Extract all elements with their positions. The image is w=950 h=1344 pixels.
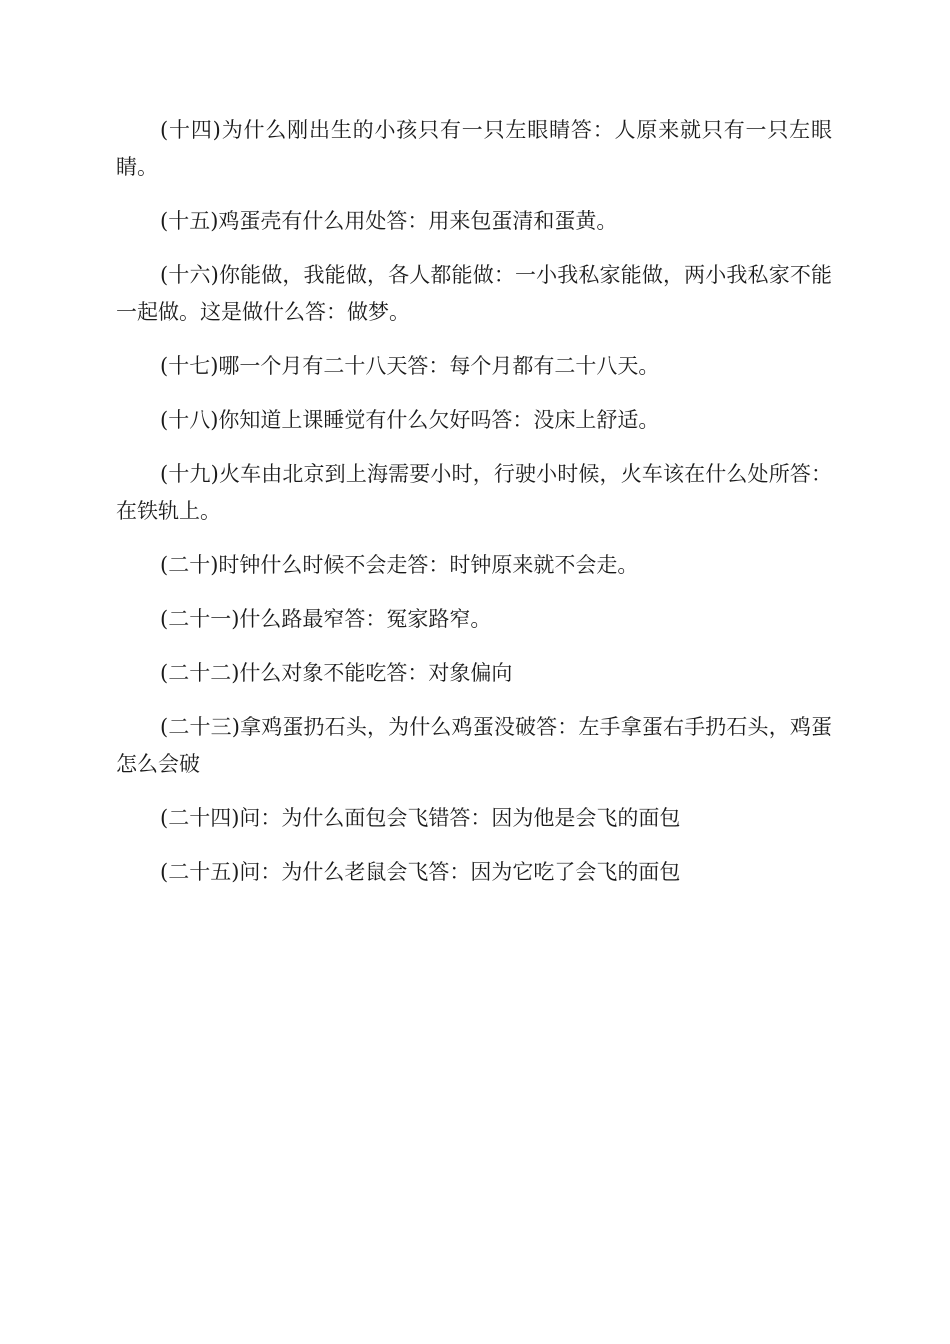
riddle-paragraph: (二十一)什么路最窄答：冤家路窄。 — [160, 607, 492, 631]
riddle-paragraph: (十八)你知道上课睡觉有什么欠好吗答：没床上舒适。 — [160, 408, 660, 432]
riddle-paragraph: (二十五)问：为什么老鼠会飞答：因为它吃了会飞的面包 — [160, 860, 681, 884]
riddle-paragraph: (二十三)拿鸡蛋扔石头，为什么鸡蛋没破答：左手拿蛋右手扔石头，鸡蛋怎么会破 — [116, 715, 832, 776]
riddle-paragraph: (十六)你能做，我能做，各人都能做：一小我私家能做，两小我私家不能一起做。这是做什么答：做梦。 — [116, 263, 832, 324]
riddle-paragraph: (十七)哪一个月有二十八天答：每个月都有二十八天。 — [160, 354, 660, 378]
riddle-paragraph: (十九)火车由北京到上海需要小时，行驶小时候，火车该在什么处所答：在铁轨上。 — [116, 462, 832, 523]
riddle-paragraph: (十五)鸡蛋壳有什么用处答：用来包蛋清和蛋黄。 — [160, 209, 618, 233]
riddle-paragraph: (二十)时钟什么时候不会走答：时钟原来就不会走。 — [160, 553, 639, 577]
riddle-paragraph: (十四)为什么刚出生的小孩只有一只左眼睛答：人原来就只有一只左眼睛。 — [116, 118, 832, 179]
riddle-paragraph: (二十二)什么对象不能吃答：对象偏向 — [160, 661, 513, 685]
document-body — [116, 112, 832, 908]
riddle-paragraph: (二十四)问：为什么面包会飞错答：因为他是会飞的面包 — [160, 806, 681, 830]
